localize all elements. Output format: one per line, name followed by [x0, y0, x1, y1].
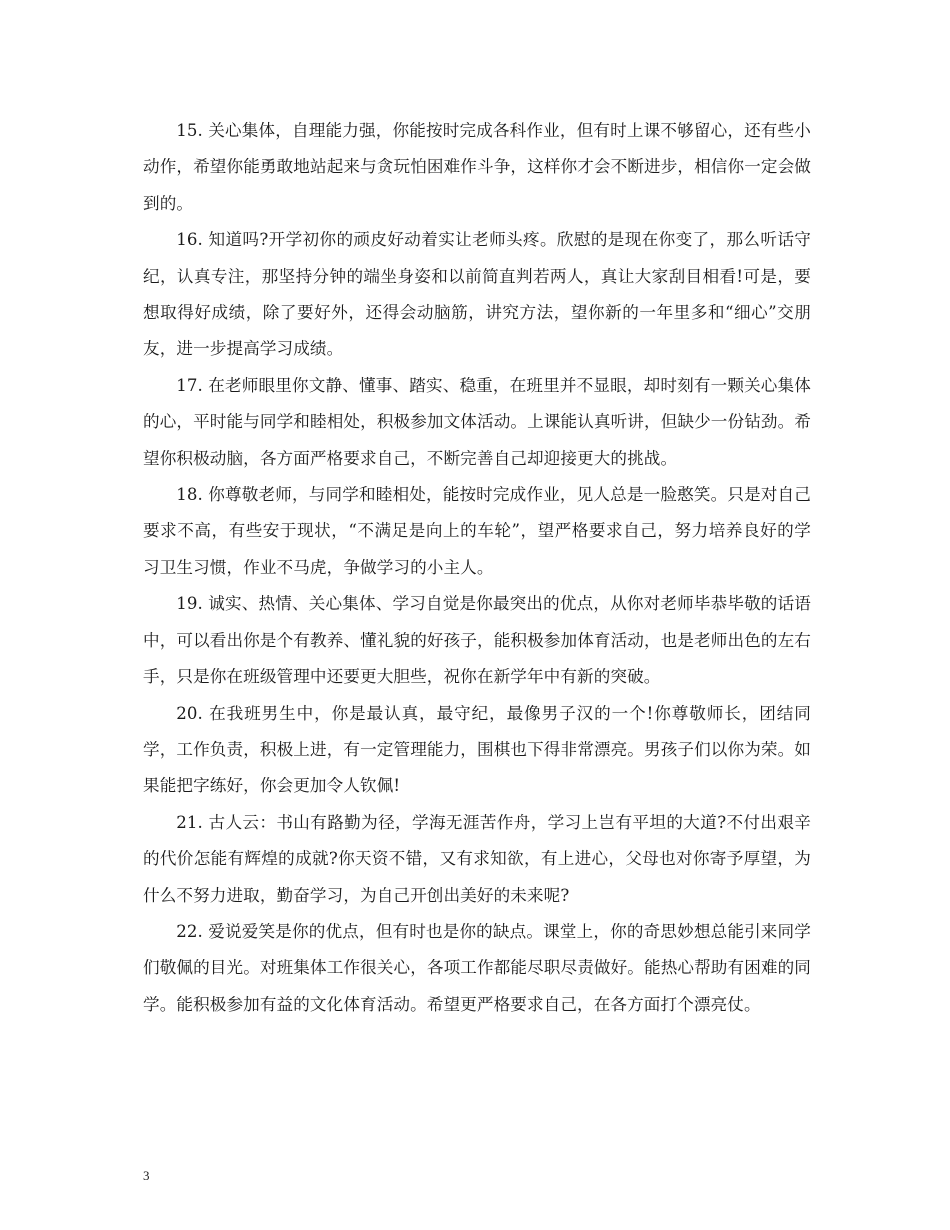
document-body — [143, 113, 811, 1023]
paragraph-16: 16. 知道吗?开学初你的顽皮好动着实让老师头疼。欣慰的是现在你变了，那么听话守纪，认真专注，那坚持分钟的端坐身姿和以前简直判若两人，真让大家刮目相看!可是，要想取得好成绩，除了要好外，还得会动脑筋，讲究方法，望你新的一年里多和“细心”交朋友，进一步提高学习成绩。 — [143, 230, 811, 359]
paragraph-15: 15. 关心集体，自理能力强，你能按时完成各科作业，但有时上课不够留心，还有些小动作，希望你能勇敢地站起来与贪玩怕困难作斗争，这样你才会不断进步，相信你一定会做到的。 — [143, 121, 811, 213]
paragraph-17: 17. 在老师眼里你文静、懂事、踏实、稳重，在班里并不显眼，却时刻有一颗关心集体的心，平时能与同学和睦相处，积极参加文体活动。上课能认真听讲，但缺少一份钻劲。希望你积极动脑，各方面严格要求自己，不断完善自己却迎接更大的挑战。 — [143, 375, 811, 468]
page-number: 3 — [143, 1168, 150, 1183]
paragraph-21: 21. 古人云：书山有路勤为径，学海无涯苦作舟，学习上岂有平坦的大道?不付出艰辛的代价怎能有辉煌的成就?你天资不错，又有求知欲，有上进心，父母也对你寄予厚望，为什么不努力进取，勤奋学习，为自己开创出美好的未来呢? — [143, 812, 811, 905]
paragraph-19: 19. 诚实、热情、关心集体、学习自觉是你最突出的优点，从你对老师毕恭毕敬的话语中，可以看出你是个有教养、懂礼貌的好孩子，能积极参加体育活动，也是老师出色的左右手，只是你在班级管理中还要更大胆些，祝你在新学年中有新的突破。 — [143, 594, 811, 687]
paragraph-18: 18. 你尊敬老师，与同学和睦相处，能按时完成作业，见人总是一脸憨笑。只是对自己要求不高，有些安于现状，“不满足是向上的车轮”，望严格要求自己，努力培养良好的学习卫生习惯，作业不马虎，争做学习的小主人。 — [143, 485, 811, 577]
paragraph-22: 22. 爱说爱笑是你的优点，但有时也是你的缺点。课堂上，你的奇思妙想总能引来同学们敬佩的目光。对班集体工作很关心，各项工作都能尽职尽责做好。能热心帮助有困难的同学。能积极参加有益的文化体育活动。希望更严格要求自己，在各方面打个漂亮仗。 — [143, 921, 811, 1014]
paragraph-20: 20. 在我班男生中，你是最认真，最守纪，最像男子汉的一个!你尊敬师长，团结同学，工作负责，积极上进，有一定管理能力，围棋也下得非常漂亮。男孩子们以你为荣。如果能把字练好，你会更加令人钦佩! — [143, 703, 811, 796]
